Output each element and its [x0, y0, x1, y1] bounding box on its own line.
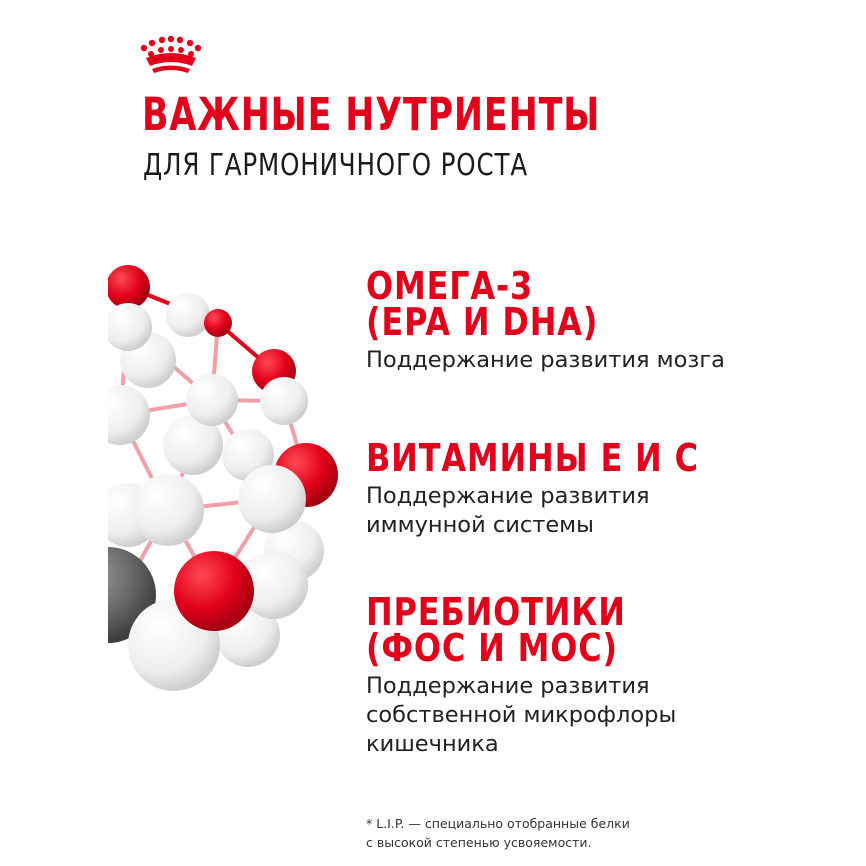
nutrient-title: ВИТАМИНЫ Е И С	[366, 436, 699, 480]
crown-icon	[138, 36, 204, 76]
nutrient-description: Поддержание развития собственной микрофлоры кишечника	[366, 673, 677, 757]
page-title: ВАЖНЫЕ НУТРИЕНТЫ	[142, 88, 601, 141]
nutrient-omega3	[366, 264, 725, 375]
nutrient-description: Поддержание развития мозга	[366, 347, 725, 373]
nutrient-title: ПРЕБИОТИКИ (ФОС И МОС)	[366, 590, 626, 670]
nutrient-description: Поддержание развития иммунной системы	[366, 483, 650, 538]
nutrient-vitamins	[366, 436, 762, 540]
page-subtitle: ДЛЯ ГАРМОНИЧНОГО РОСТА	[143, 148, 528, 183]
nutrient-prebiotics	[366, 590, 677, 759]
footnote: * L.I.P. — специально отобранные белки с высокой степенью усвояемости.	[366, 816, 630, 850]
nutrient-title: ОМЕГА-3 (EPA И DHA)	[366, 264, 599, 344]
molecule-icon	[108, 255, 348, 705]
